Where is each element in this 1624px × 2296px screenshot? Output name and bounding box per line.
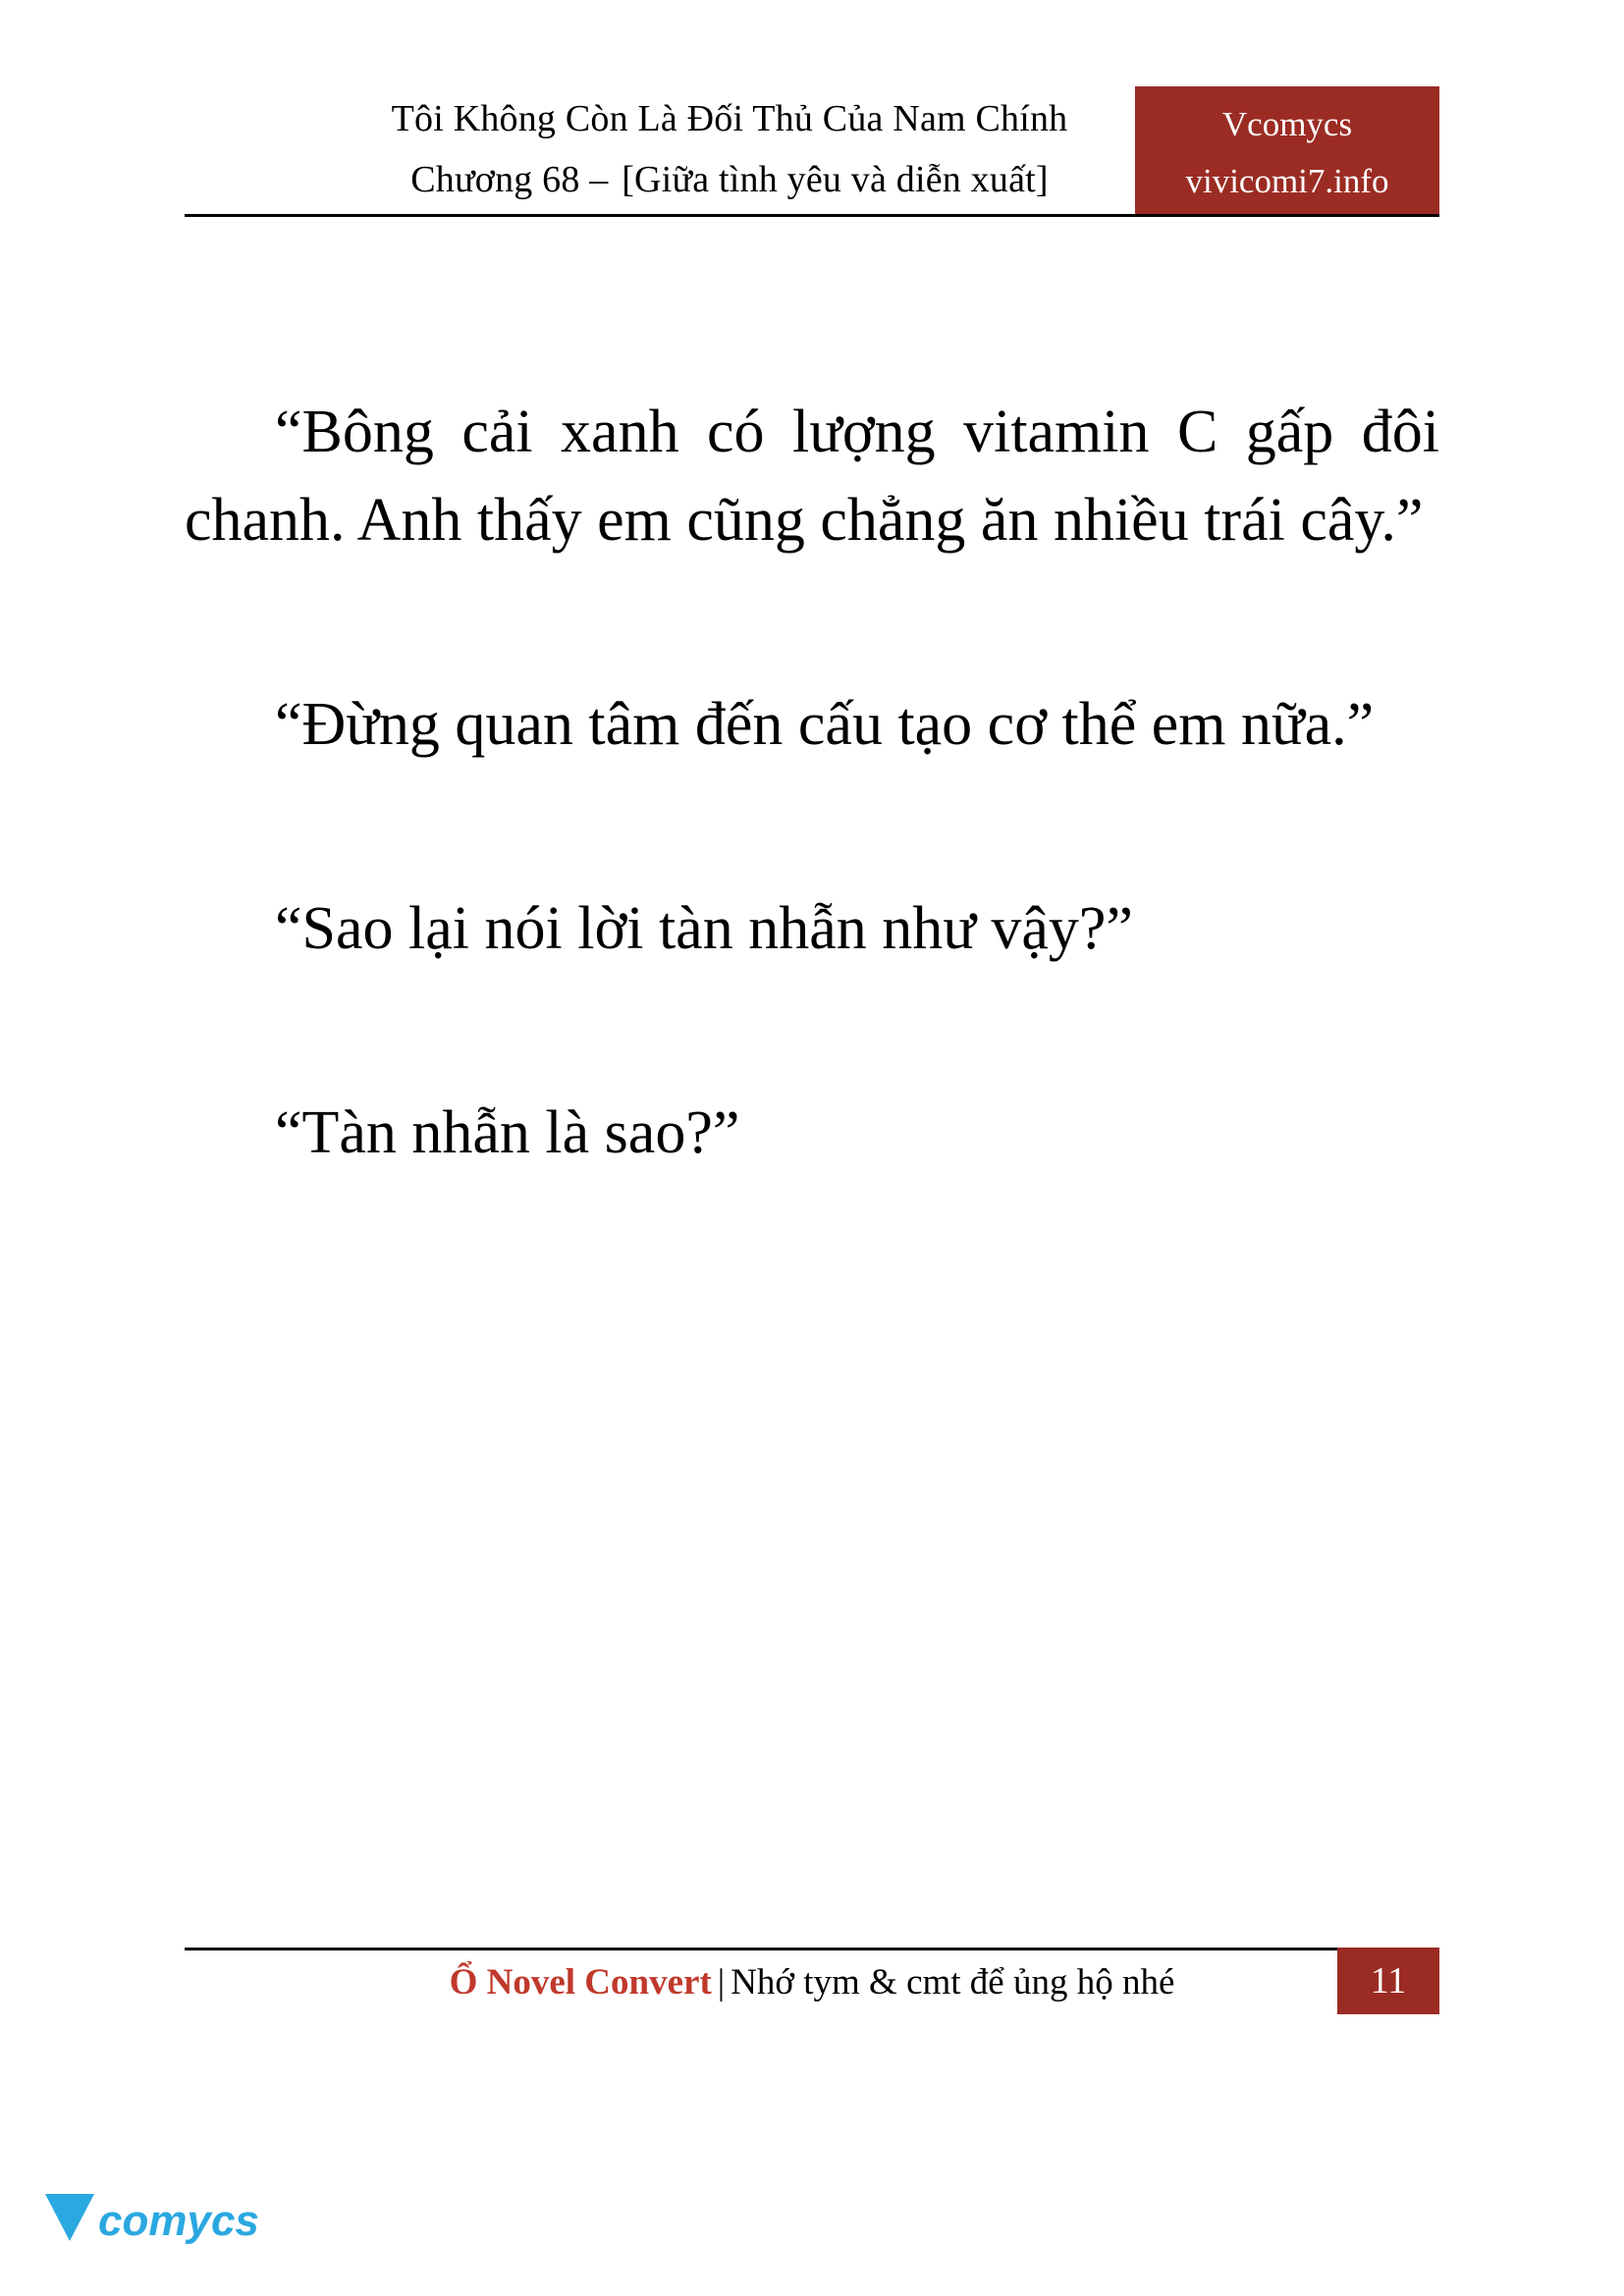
- footer-credit: [185, 1955, 1439, 2010]
- paragraph: [185, 884, 1439, 973]
- header-divider: [185, 214, 1439, 217]
- vcomycs-watermark-logo: [39, 2184, 265, 2269]
- header-title-block: [185, 88, 1274, 210]
- book-title: Tôi Không Còn Là Đối Thủ Của Nam Chính: [391, 98, 1068, 139]
- site-badge: [1135, 86, 1439, 217]
- chapter-label: Chương 68 –: [410, 159, 609, 200]
- paragraph-text: “Đừng quan tâm đến cấu tạo cơ thể em nữa.”: [275, 691, 1375, 758]
- site-url: vivicomi7.info: [1185, 162, 1389, 200]
- chapter-title: [Giữa tình yêu và diễn xuất]: [622, 159, 1049, 200]
- page-number: 11: [1337, 1948, 1439, 2014]
- page-header: [185, 88, 1439, 216]
- paragraph: [185, 1089, 1439, 1177]
- paragraph-text: “Bông cải xanh có lượng vitamin C gấp đôi chanh. Anh thấy em cũng chẳng ăn nhiều trái cây.”: [185, 399, 1439, 554]
- chapter-body: [185, 388, 1439, 1177]
- footer-note: Nhớ tym & cmt để ủng hộ nhé: [731, 1962, 1175, 2002]
- page-footer: [185, 1948, 1439, 2020]
- footer-separator: |: [717, 1962, 726, 2002]
- footer-divider: [185, 1948, 1439, 1950]
- svg-text:comycs: comycs: [98, 2197, 259, 2245]
- chapter-line: [185, 149, 1274, 210]
- site-name: Vcomycs: [1221, 105, 1353, 143]
- paragraph-text: “Sao lại nói lời tàn nhẫn như vậy?”: [275, 895, 1133, 962]
- paragraph: [185, 680, 1439, 769]
- paragraph-text: “Tàn nhẫn là sao?”: [275, 1099, 740, 1166]
- paragraph: [185, 388, 1439, 564]
- footer-brand: Ổ Novel Convert: [449, 1962, 712, 2002]
